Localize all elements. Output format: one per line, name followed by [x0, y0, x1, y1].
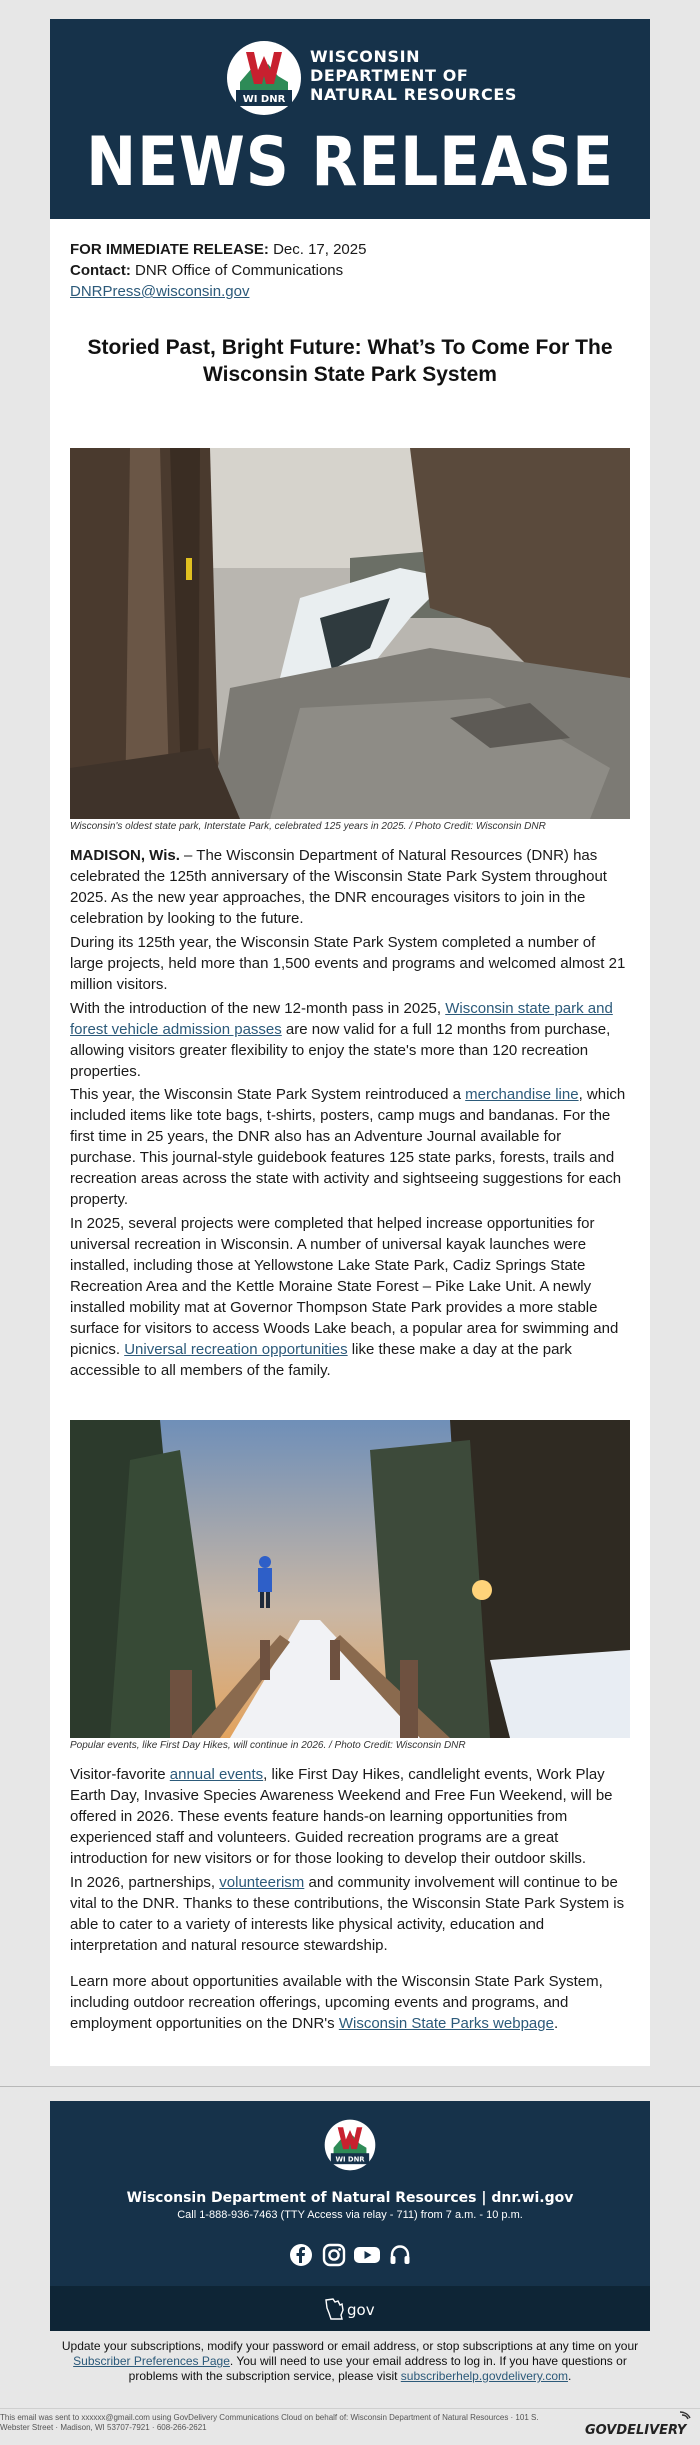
admission-passes-link[interactable]: Wisconsin state park and forest vehicle admission passes	[70, 1000, 613, 1038]
govdelivery-logo[interactable]	[584, 2410, 696, 2440]
dateline: MADISON, Wis.	[70, 847, 180, 864]
paragraph-text: .	[553, 2015, 559, 2032]
paragraph-text: are now valid for a full 12 months from purchase, allowing visitors greater flexibility to enjoy the state's more than 120 recreation properties.	[70, 1021, 611, 1080]
instagram-icon[interactable]	[322, 2243, 346, 2267]
notice-text: . You will need to use your email address to log in. If you have questions or problems with the subscription service, please visit	[128, 2354, 627, 2383]
divider	[0, 2086, 700, 2087]
wisconsin-gov-logo[interactable]	[323, 2296, 383, 2322]
paragraph-8	[70, 1971, 630, 2034]
release-label: FOR IMMEDIATE RELEASE:	[70, 241, 269, 258]
subscriber-preferences-link[interactable]: Subscriber Preferences Page	[73, 2354, 230, 2368]
contact-value: DNR Office of Communications	[135, 262, 344, 279]
contact-label: Contact:	[70, 262, 131, 279]
release-meta	[70, 239, 366, 302]
header-org-name	[310, 47, 517, 104]
paragraph-text: In 2025, several projects were completed that helped increase opportunities for universal recreation in Wisconsin. A number of universal kayak launches were installed, including those at Yellowstone Lake State Park, Cadiz Springs State Recreation Area and the Kettle Moraine State Forest – Pike Lake Unit. A newly installed mobility mat at Governor Thompson State Park provides a more stable surface for visitors to access Woods Lake beach, a popular area for swimming and picnics.	[70, 1215, 619, 1358]
merchandise-line-link[interactable]: merchandise line	[465, 1086, 579, 1103]
gov-text: gov	[347, 2301, 375, 2319]
divider	[0, 2408, 700, 2409]
state-parks-webpage-link[interactable]: Wisconsin State Parks webpage	[338, 2015, 554, 2032]
subscription-notice	[50, 2339, 650, 2384]
paragraph-7	[70, 1872, 630, 1956]
paragraph-3	[70, 998, 630, 1082]
paragraph-text: Learn more about opportunities available with the Wisconsin State Park System, including outdoor recreation offerings, upcoming events and programs, and employment opportunities on the DNR's	[70, 1973, 603, 2032]
paragraph-6	[70, 1764, 630, 1869]
paragraph-text: , which included items like tote bags, t-shirts, posters, camp mugs and bandanas. For the first time in 25 years, the DNR also has an Adventure Journal available for purchase. This journal-style guidebook features 125 state parks, forests, trails and recreation areas across the state with activity and sightseeing suggestions for each property.	[70, 1086, 626, 1208]
org-line: NATURAL RESOURCES	[310, 85, 517, 104]
photo-first-day-hike	[70, 1420, 630, 1738]
fine-print: This email was sent to xxxxxx@gmail.com using GovDelivery Communications Cloud on behalf of: Wisconsin Department of Natural Resources · 101 S. Webster Street · Madison, WI 53707-7921 · 608-266-2621	[0, 2413, 539, 2432]
govdelivery-text: GOVDELIVERY	[585, 2423, 687, 2438]
headline: Storied Past, Bright Future: What’s To Come For The Wisconsin State Park System	[87, 336, 613, 386]
org-line: DEPARTMENT OF	[310, 66, 469, 85]
notice-text: Update your subscriptions, modify your password or email address, or stop subscriptions at any time on your	[61, 2339, 639, 2353]
photo2-caption: Popular events, like First Day Hikes, will continue in 2026. / Photo Credit: Wisconsin DNR	[70, 1740, 466, 1751]
press-email-link[interactable]: DNRPress@wisconsin.gov	[70, 283, 250, 300]
dnr-logo	[226, 40, 302, 116]
annual-events-link[interactable]: annual events	[169, 1766, 264, 1783]
wisconsin-gov-band	[50, 2286, 650, 2331]
news-release-header	[50, 19, 650, 219]
facebook-icon[interactable]	[289, 2243, 313, 2267]
org-line: WISCONSIN	[310, 47, 421, 66]
volunteerism-link[interactable]: volunteerism	[219, 1874, 305, 1891]
paragraph-2: During its 125th year, the Wisconsin State Park System completed a number of large projects, held more than 1,500 events and programs and welcomed almost 21 million visitors.	[70, 934, 626, 993]
logo-text: WI DNR	[335, 2155, 365, 2164]
paragraph-text: , like First Day Hikes, candlelight events, Work Play Earth Day, Invasive Species Awareness Weekend and Free Fun Weekend, will be offered in 2026. These events feature hands-on learning opportunities from experienced staff and volunteers. Guided recreation programs are a great introduction for new visitors or for those looking to develop their outdoor skills.	[70, 1766, 613, 1867]
photo1-caption: Wisconsin's oldest state park, Interstate Park, celebrated 125 years in 2025. / Photo Credit: Wisconsin DNR	[70, 821, 546, 832]
logo-text: WI DNR	[242, 94, 286, 105]
dnr-logo	[324, 2119, 376, 2171]
paragraph-text: like these make a day at the park accessible to all members of the family.	[70, 1341, 572, 1379]
paragraph-text: This year, the Wisconsin State Park System reintroduced a	[70, 1086, 466, 1103]
subscriber-help-link[interactable]: subscriberhelp.govdelivery.com	[400, 2369, 568, 2383]
email-card	[50, 19, 650, 2066]
paragraph-text: In 2026, partnerships,	[70, 1874, 220, 1891]
notice-text: .	[567, 2369, 572, 2383]
footer	[50, 2101, 650, 2331]
paragraph-text: and community involvement will continue to be vital to the DNR. Thanks to these contributions, the Wisconsin State Park System is able to cater to a variety of interests like physical activity, education and interpretation and natural resource stewardship.	[70, 1874, 625, 1954]
release-date: Dec. 17, 2025	[273, 241, 367, 258]
news-release-title: NEWS RELEASE	[86, 123, 614, 202]
paragraph-text: Visitor-favorite	[70, 1766, 170, 1783]
photo-interstate-park	[70, 448, 630, 819]
podcast-icon[interactable]	[388, 2243, 412, 2267]
paragraph-text: – The Wisconsin Department of Natural Resources (DNR) has celebrated the 125th anniversary of the Wisconsin State Park System throughout 2025. As the new year approaches, the DNR encourages visitors to join in the celebration by looking to the future.	[70, 847, 607, 927]
footer-org: Wisconsin Department of Natural Resources | dnr.wi.gov	[126, 2190, 574, 2206]
universal-recreation-link[interactable]: Universal recreation opportunities	[124, 1341, 348, 1358]
paragraph-4	[70, 1084, 630, 1210]
paragraph-text: With the introduction of the new 12-month pass in 2025,	[70, 1000, 446, 1017]
paragraph-1	[70, 845, 630, 929]
paragraph-5	[70, 1213, 630, 1381]
footer-phone: Call 1-888-936-7463 (TTY Access via relay - 711) from 7 a.m. - 10 p.m.	[177, 2209, 523, 2221]
youtube-icon[interactable]	[353, 2243, 381, 2267]
